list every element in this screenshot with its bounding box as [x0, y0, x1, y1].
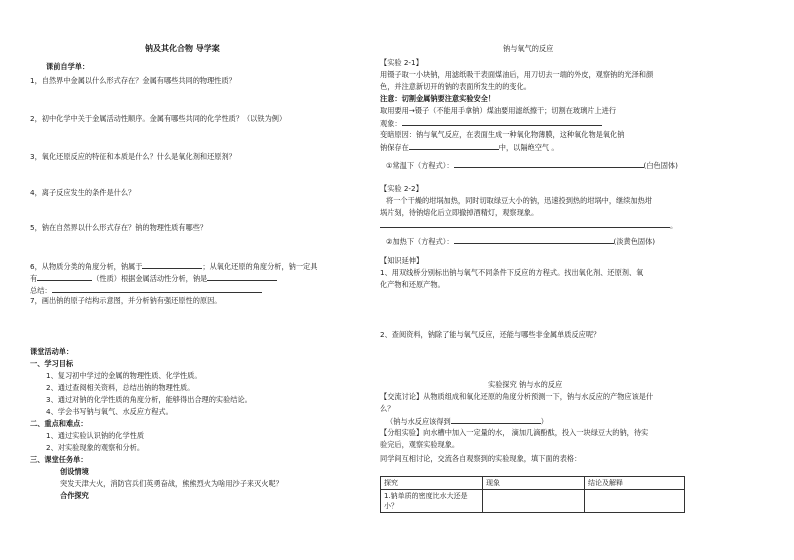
discussion-line-2: 么？ — [380, 404, 395, 413]
question-3: 3，氧化还原反应的特征和本质是什么？什么是氧化剂和还原剂？ — [30, 152, 236, 161]
goal-4: 4、学会书写钠与氧气、水反应方程式。 — [46, 407, 173, 416]
extension-q1-line-1: 1、用双线桥分别标出钠与氧气不同条件下反应的方程式。找出氧化剂、还原剂、氧 — [380, 268, 644, 277]
q6-blank-3 — [207, 273, 277, 281]
goal-1: 1、复习初中学过的金属的物理性质、化学性质。 — [46, 371, 202, 380]
discussion-blank — [451, 416, 541, 424]
section-1-heading: 一、学习目标 — [30, 359, 74, 368]
key-point-1: 1、通过实验认识钠的化学性质 — [46, 431, 145, 440]
equation-2-line — [386, 236, 655, 246]
darkening-reason: 变暗原因：钠与氧气反应，在表面生成一种氧化物薄膜，这种氧化物是氧化钠 — [380, 130, 625, 139]
table-header-cell: 探究 — [381, 477, 483, 490]
discussion-line-1: 【交流讨论】从物质组成和氧化还原的角度分析预测一下，钠与水反应的产物应该是什 — [380, 392, 654, 401]
table-header-cell: 结论及解释 — [585, 477, 685, 490]
question-6-line-3 — [30, 285, 262, 295]
q6-blank-4 — [52, 285, 262, 293]
q6-blank-1 — [142, 261, 202, 269]
scenario-heading: 创设情境 — [60, 467, 89, 476]
q6-part-c: 有 — [30, 274, 38, 283]
question-5: 5，钠在自然界以什么形式存在？钠的物理性质有哪些？ — [30, 223, 208, 232]
table-row — [381, 490, 685, 513]
table-cell — [585, 490, 685, 513]
safety-note-detail: 取用要用→镊子（不能用手拿钠）煤油要用滤纸擦干；切割在玻璃片上进行 — [380, 106, 617, 115]
q6-part-e: 总结： — [30, 286, 52, 295]
equation-2-label: ②加热下（方程式）： — [386, 237, 454, 246]
table-cell — [483, 490, 585, 513]
discussion-line-3 — [386, 416, 548, 426]
experiment-2-2-observation — [380, 220, 677, 230]
equation-1-line — [386, 160, 678, 170]
q6-blank-2 — [37, 273, 92, 281]
question-6-line-1 — [30, 261, 317, 271]
storage-line — [380, 142, 559, 152]
storage-text-a: 钠保存在 — [380, 143, 409, 152]
right-title: 钠与氧气的反应 — [503, 44, 554, 53]
extension-q1-line-2: 化产物和还原产物。 — [380, 280, 445, 289]
table-cell: 1.钠单质的密度比水大还是小？ — [381, 490, 483, 513]
key-point-2: 2、对实验现象的观察和分析。 — [46, 443, 145, 452]
table-header-row — [381, 477, 685, 490]
discussion-text-b: ） — [540, 417, 548, 426]
experiment-2-2-line-2: 埚片刻，待钠熔化后立即撤掉酒精灯，观察现象。 — [380, 208, 539, 217]
q6-part-a: 6，从物质分类的角度分析，钠属于 — [30, 262, 143, 271]
safety-note: 注意：切割金属钠要注意实验安全！ — [380, 94, 496, 103]
goal-3: 3、通过对钠的化学性质的角度分析，能够得出合理的实验结论。 — [46, 395, 252, 404]
group-experiment-line-3: 同学间互相讨论，交流各自观察到的实验现象，填下面的表格： — [380, 454, 582, 463]
question-1: 1，自然界中金属以什么形式存在？金属有哪些共同的物理性质？ — [30, 76, 236, 85]
equation-1-note: (白色固体) — [643, 161, 678, 170]
experiment-2-1-label: 【实验 2-1】 — [380, 58, 423, 67]
extension-q2: 2、查阅资料，钠除了能与氧气反应，还能与哪些非金属单质反应呢？ — [380, 330, 601, 339]
observation-label: 观象： — [380, 119, 402, 128]
observation-line — [380, 118, 602, 128]
group-experiment-line-2: 验完后，观察实验现象。 — [380, 440, 460, 449]
period-mark: 。 — [670, 221, 678, 230]
question-2: 2，初中化学中关于金属活动性顺序。金属有哪些共同的化学性质？（以铁为例） — [30, 114, 287, 123]
q6-part-d: （性质）根据金属活动性分析，钠是 — [92, 274, 208, 283]
experiment-2-2-line-1: 将一个干燥的坩埚加热，同时切取绿豆大小的钠，迅速投到热的坩埚中，继续加热坩 — [386, 196, 652, 205]
left-title: 钠及其化合物 导学案 — [145, 44, 220, 53]
equation-2-note: (淡黄色固体) — [613, 237, 656, 246]
equation-1-label: ①常温下（方程式）： — [386, 161, 454, 170]
section-3-heading: 三、课堂任务单： — [30, 455, 88, 464]
question-4: 4，离子反应发生的条件是什么？ — [30, 188, 136, 197]
equation-1-blank — [454, 160, 644, 168]
knowledge-extension-label: 【知识延伸】 — [380, 256, 424, 265]
question-7: 7，画出钠的原子结构示意图，并分析钠有强还原性的原因。 — [30, 296, 222, 305]
scenario-text: 突发天津大火，消防官兵们英勇奋战，熊熊烈火为啥用沙子来灭火呢？ — [60, 479, 283, 488]
table-header-cell: 现象 — [483, 477, 585, 490]
observation-table — [380, 476, 685, 513]
experiment-2-1-line-1: 用镊子取一小块钠，用滤纸吸干表面煤油后，用刀切去一端的外皮，观察钠的光泽和颜 — [380, 70, 654, 79]
storage-text-b: 中，以隔绝空气 。 — [498, 143, 559, 152]
group-experiment-line-1: 【分组实验】向水槽中加入一定量的水， 滴加几滴酚酞，投入一块绿豆大的钠，待实 — [380, 428, 649, 437]
discussion-text-a: （钠与水反应该得到 — [386, 417, 451, 426]
observation-blank — [402, 118, 602, 126]
water-reaction-title: 实验探究 钠与水的反应 — [488, 380, 563, 389]
experiment-2-2-blank — [380, 220, 670, 228]
section-2-heading: 二、重点和难点： — [30, 419, 88, 428]
cooperative-inquiry-heading: 合作探究 — [60, 491, 89, 500]
storage-blank — [409, 142, 499, 150]
q6-part-b: ；从氧化还原的角度分析，钠一定具 — [202, 262, 318, 271]
experiment-2-2-label: 【实验 2-2】 — [380, 184, 423, 193]
equation-2-blank — [454, 236, 614, 244]
question-6-line-2 — [30, 273, 277, 283]
goal-2: 2、通过查阅相关资料，总结出钠的物理性质。 — [46, 383, 195, 392]
experiment-2-1-line-2: 色，并注意新切开的钠的表面所发生的的变化。 — [380, 82, 531, 91]
pre-class-heading: 课前自学单： — [46, 62, 90, 71]
class-activity-heading: 课堂活动单： — [30, 347, 74, 356]
